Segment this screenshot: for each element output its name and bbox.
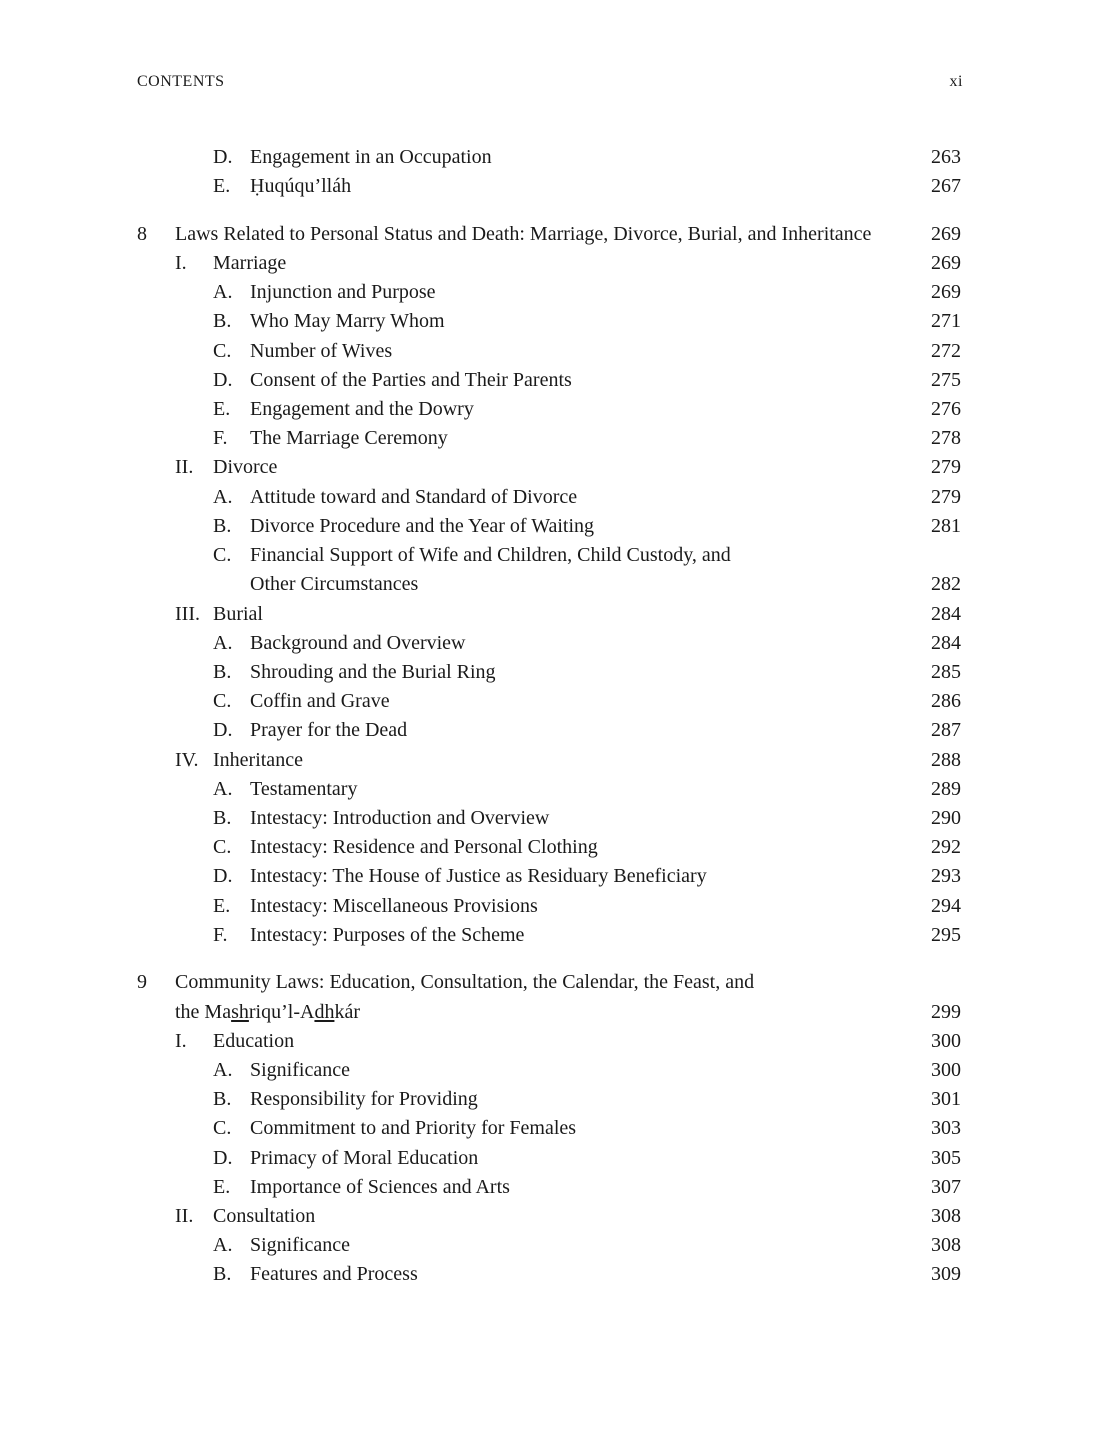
toc-entry-title: Divorce [213,456,278,478]
toc-entry[interactable] [137,395,961,424]
toc-entry-page: 276 [931,398,961,420]
toc-entry[interactable] [137,453,961,482]
toc-entry-number: B. [213,661,232,683]
toc-entry-title: Intestacy: The House of Justice as Residuary Beneficiary [250,865,707,887]
toc-entry-page: 295 [931,924,961,946]
toc-entry-number: I. [175,252,187,274]
toc-entry-page: 301 [931,1088,961,1110]
toc-entry-number: II. [175,1205,194,1227]
toc-entry-page: 303 [931,1117,961,1139]
toc-entry-number: D. [213,719,233,741]
toc-entry-number: A. [213,281,233,303]
toc-entry[interactable] [137,1231,961,1260]
toc-entry-title: Inheritance [213,749,303,771]
toc-entry-title: Marriage [213,252,287,274]
toc-entry-number: D. [213,369,233,391]
toc-entry-page: 284 [931,603,961,625]
toc-entry-number: A. [213,632,233,654]
toc-entry[interactable] [137,143,961,172]
toc-entry-number: C. [213,690,232,712]
toc-entry-title: the Mashriqu’l-Adhkár [175,1001,360,1023]
toc-entry[interactable] [137,804,961,833]
toc-entry[interactable] [137,541,961,570]
toc-entry[interactable] [137,249,961,278]
page-number: xi [949,73,963,90]
toc-entry[interactable] [137,892,961,921]
toc-entry-page: 299 [931,1001,961,1023]
toc-entry-title: Importance of Sciences and Arts [250,1176,510,1198]
toc-entry[interactable] [137,600,961,629]
toc-entry-title: Background and Overview [250,632,466,654]
toc-entry-title: Consent of the Parties and Their Parents [250,369,572,391]
toc-entry-number: F. [213,924,228,946]
toc-entry[interactable] [137,278,961,307]
toc-entry-page: 282 [931,573,961,595]
toc-entry-page: 263 [931,146,961,168]
toc-entry-page: 309 [931,1263,961,1285]
toc-entry-title: Consultation [213,1205,316,1227]
toc-entry-page: 300 [931,1030,961,1052]
toc-entry-page: 286 [931,690,961,712]
toc-entry-title: Responsibility for Providing [250,1088,478,1110]
toc-entry-title: Engagement in an Occupation [250,146,492,168]
toc-entry-title: Significance [250,1059,350,1081]
toc-entry-title: Intestacy: Residence and Personal Clothing [250,836,598,858]
toc-entry-number: F. [213,427,228,449]
toc-entry-title: Intestacy: Miscellaneous Provisions [250,895,538,917]
toc-entry-page: 269 [931,252,961,274]
toc-entry-title: Primacy of Moral Education [250,1147,479,1169]
toc-entry-title: Burial [213,603,263,625]
toc-entry-page: 278 [931,427,961,449]
toc-entry[interactable] [137,1114,961,1143]
toc-entry-title: Who May Marry Whom [250,310,445,332]
toc-entry[interactable] [137,1260,961,1289]
toc-entry-number: C. [213,836,232,858]
toc-entry-number: II. [175,456,194,478]
running-head [137,73,963,91]
toc-entry-number: IV. [175,749,199,771]
toc-entry-title: Features and Process [250,1263,418,1285]
toc-entry-number: A. [213,1059,233,1081]
toc-entry[interactable] [137,512,961,541]
toc-entry-title: Attitude toward and Standard of Divorce [250,486,578,508]
toc-entry-number: I. [175,1030,187,1052]
toc-entry-title: Significance [250,1234,350,1256]
toc-entry-page: 279 [931,486,961,508]
toc-entry-number: 8 [137,223,147,245]
toc-entry[interactable] [137,998,961,1027]
toc-entry-page: 281 [931,515,961,537]
toc-entry-number: B. [213,515,232,537]
toc-entry-number: B. [213,1263,232,1285]
toc-entry-number: A. [213,1234,233,1256]
toc-entry-page: 275 [931,369,961,391]
toc-entry-title: Community Laws: Education, Consultation, the Calendar, the Feast, and [175,971,755,993]
toc-entry[interactable] [137,1202,961,1231]
toc-entry[interactable] [137,570,961,599]
toc-entry[interactable] [137,220,961,249]
toc-entry-title: Financial Support of Wife and Children, Child Custody, and [250,544,731,566]
toc-entry-title: The Marriage Ceremony [250,427,448,449]
toc-entry-number: D. [213,865,233,887]
toc-entry-title: Testamentary [250,778,358,800]
toc-entry[interactable] [137,968,961,997]
toc-entry-page: 290 [931,807,961,829]
toc-entry-number: A. [213,778,233,800]
toc-entry[interactable] [137,1144,961,1173]
toc-entry-title: Prayer for the Dead [250,719,408,741]
toc-entry[interactable] [137,483,961,512]
toc-entry[interactable] [137,833,961,862]
toc-entry-page: 308 [931,1234,961,1256]
toc-entry[interactable] [137,1056,961,1085]
toc-entry-page: 271 [931,310,961,332]
toc-entry[interactable] [137,687,961,716]
toc-entry-page: 269 [931,281,961,303]
toc-entry[interactable] [137,862,961,891]
toc-entry-page: 305 [931,1147,961,1169]
toc-entry-number: E. [213,398,231,420]
toc-entry-number: E. [213,895,231,917]
toc-entry[interactable] [137,337,961,366]
toc-entry-page: 279 [931,456,961,478]
toc-entry-number: B. [213,310,232,332]
toc-entry-page: 284 [931,632,961,654]
toc-entry-page: 308 [931,1205,961,1227]
toc-entry[interactable] [137,629,961,658]
toc-entry-number: E. [213,1176,231,1198]
toc-entry-title: Divorce Procedure and the Year of Waiting [250,515,595,537]
toc-entry-page: 300 [931,1059,961,1081]
toc-entry[interactable] [137,716,961,745]
toc-entry[interactable] [137,921,961,950]
toc-entry-title: Intestacy: Purposes of the Scheme [250,924,525,946]
toc-entry[interactable] [137,307,961,336]
toc-entry-page: 287 [931,719,961,741]
toc-entry[interactable] [137,658,961,687]
toc-entry-number: E. [213,175,231,197]
toc-entry-number: B. [213,1088,232,1110]
toc-entry-page: 289 [931,778,961,800]
toc-entry[interactable] [137,775,961,804]
toc-entry-title: Education [213,1030,295,1052]
toc-entry-title: Number of Wives [250,340,393,362]
toc-entry-title: Coffin and Grave [250,690,390,712]
toc-entry-title: Laws Related to Personal Status and Death: Marriage, Divorce, Burial, and Inheritance [175,223,872,245]
toc-entry[interactable] [137,424,961,453]
toc-entry[interactable] [137,366,961,395]
toc-entry-title: Shrouding and the Burial Ring [250,661,496,683]
toc-entry-number: D. [213,146,233,168]
toc-entry-title: Commitment to and Priority for Females [250,1117,577,1139]
toc-entry-title: Other Circumstances [250,573,419,595]
toc-entry-title: Intestacy: Introduction and Overview [250,807,550,829]
toc-entry-number: C. [213,1117,232,1139]
running-head-title: CONTENTS [137,73,225,90]
toc-entry-number: 9 [137,971,147,993]
toc-entry[interactable] [137,172,961,201]
toc-entry-number: C. [213,340,232,362]
toc-entry[interactable] [137,1173,961,1202]
toc-entry-number: C. [213,544,232,566]
toc-entry-number: A. [213,486,233,508]
toc-entry-title: Ḥuqúqu’lláh [250,175,352,197]
toc-entry-number: B. [213,807,232,829]
toc-entry[interactable] [137,1027,961,1056]
toc-entry-title: Engagement and the Dowry [250,398,474,420]
toc-entry[interactable] [137,1085,961,1114]
toc-entry-number: III. [175,603,200,625]
toc-entry-page: 292 [931,836,961,858]
toc-entry-page: 272 [931,340,961,362]
toc-entry-page: 267 [931,175,961,197]
toc-entry-page: 307 [931,1176,961,1198]
toc-entry-page: 288 [931,749,961,771]
toc-entry-page: 293 [931,865,961,887]
toc-entry[interactable] [137,746,961,775]
toc-entry-number: D. [213,1147,233,1169]
toc-entry-title: Injunction and Purpose [250,281,436,303]
toc-entry-page: 294 [931,895,961,917]
toc-entry-page: 269 [931,223,961,245]
toc-entry-page: 285 [931,661,961,683]
